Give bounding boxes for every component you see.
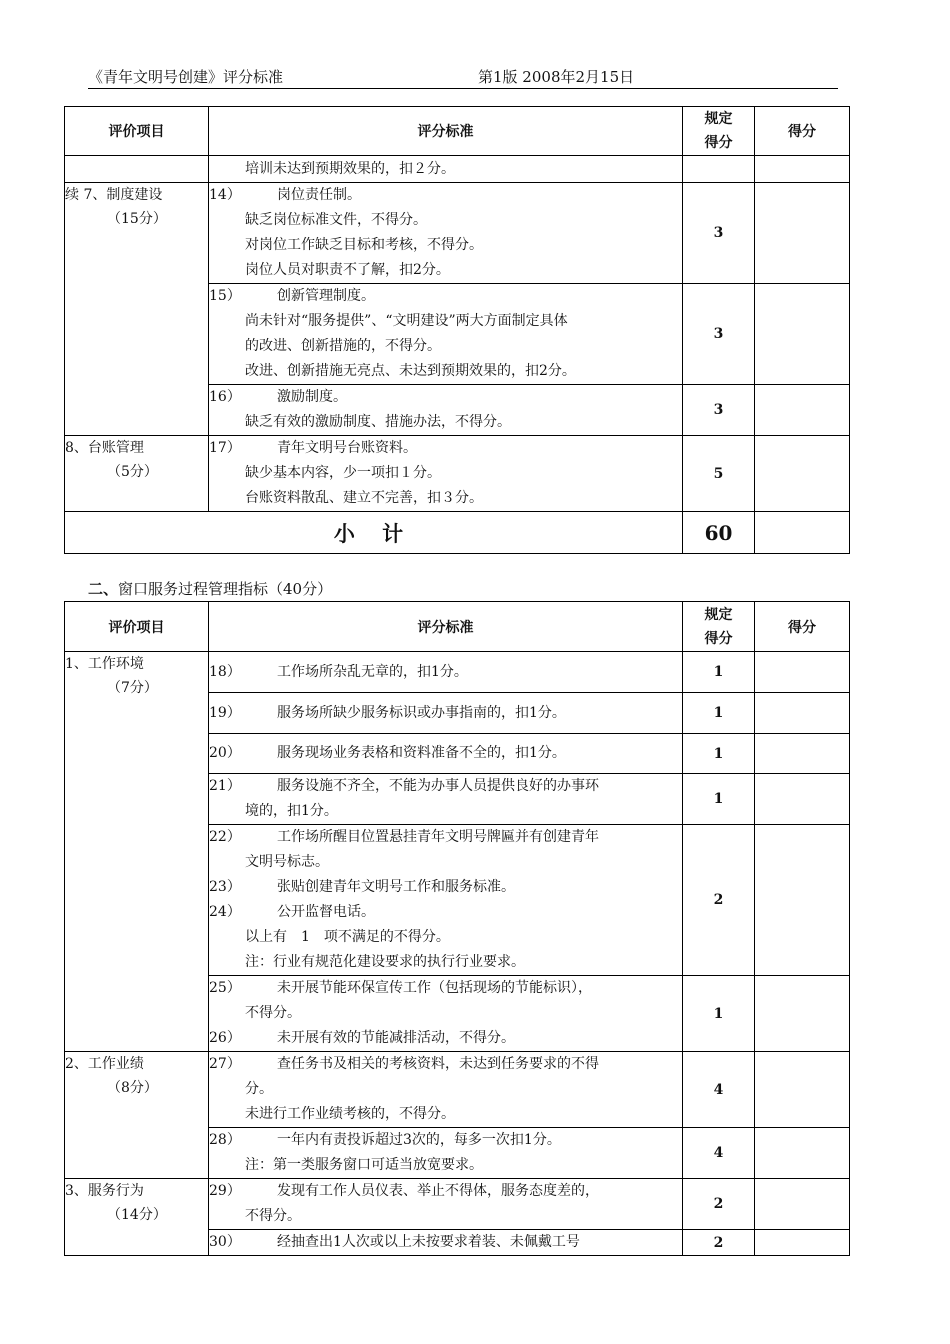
score-cell[interactable]	[755, 183, 850, 284]
points-cell: 1	[683, 693, 755, 734]
points-cell: 2	[683, 825, 755, 976]
table-row	[65, 183, 850, 284]
points-cell: 3	[683, 183, 755, 284]
col-header-criteria: 评分标准	[209, 602, 683, 652]
points-cell: 4	[683, 1052, 755, 1128]
carry-over-text: 培训未达到预期效果的，扣２分。	[245, 161, 455, 177]
table-row	[65, 1052, 850, 1128]
col-header-score: 得分	[755, 602, 850, 652]
criteria-cell: 27） 查任务书及相关的考核资料，未达到任务要求的不得 分。 未进行工作业绩考核的，不得分。	[209, 1052, 683, 1128]
criteria-table-1	[64, 106, 850, 554]
criteria-cell: 28） 一年内有责投诉超过3次的，每多一次扣1分。 注：第一类服务窗口可适当放宽要求。	[209, 1128, 683, 1179]
points-cell: 1	[683, 774, 755, 825]
subtotal-row	[65, 512, 850, 554]
score-cell[interactable]	[755, 284, 850, 385]
page-header	[88, 64, 838, 89]
points-cell: 5	[683, 436, 755, 512]
criteria-cell: 15） 创新管理制度。 尚未针对“服务提供”、“文明建设”两大方面制定具体 的改进、创新措施的，不得分。 改进、创新措施无亮点、未达到预期效果的，扣2分。	[209, 284, 683, 385]
score-cell[interactable]	[755, 976, 850, 1052]
section-heading: 二、窗口服务过程管理指标（40分）	[88, 580, 333, 598]
score-cell[interactable]	[755, 1179, 850, 1230]
col-header-criteria: 评分标准	[209, 107, 683, 156]
criteria-cell: 16） 激励制度。 缺乏有效的激励制度、措施办法，不得分。	[209, 385, 683, 436]
table-header-row	[65, 107, 850, 156]
criteria-cell: 14） 岗位责任制。 缺乏岗位标准文件，不得分。 对岗位工作缺乏目标和考核，不得分。 岗位人员对职责不了解，扣2分。	[209, 183, 683, 284]
score-cell[interactable]	[755, 385, 850, 436]
criteria-cell: 22） 工作场所醒目位置悬挂青年文明号牌匾并有创建青年 文明号标志。 23） 张贴创建青年文明号工作和服务标准。 24） 公开监督电话。 以上有 1 项不满足的不得分。 注：行业有规范化建设要求的执行行业要求。	[209, 825, 683, 976]
category-name: 2、工作业绩	[65, 1056, 144, 1072]
category-name: 3、服务行为	[65, 1183, 144, 1199]
score-cell[interactable]	[755, 693, 850, 734]
subtotal-label: 小 计	[65, 512, 683, 554]
col-header-item: 评价项目	[65, 107, 209, 156]
points-cell: 1	[683, 652, 755, 693]
score-cell[interactable]	[755, 1128, 850, 1179]
document-title: 《青年文明号创建》评分标准	[88, 68, 284, 86]
table-row	[65, 1179, 850, 1230]
subtotal-value: 60	[683, 512, 755, 554]
table-row	[65, 652, 850, 693]
criteria-cell: 17） 青年文明号台账资料。 缺少基本内容，少一项扣１分。 台账资料散乱、建立不完善，扣３分。	[209, 436, 683, 512]
category-points: （8分）	[107, 1080, 158, 1096]
table-row	[65, 156, 850, 183]
points-cell: 3	[683, 284, 755, 385]
points-cell: 4	[683, 1128, 755, 1179]
criteria-cell: 25） 未开展节能环保宣传工作（包括现场的节能标识）， 不得分。 26） 未开展有效的节能减排活动，不得分。	[209, 976, 683, 1052]
category-name: 8、台账管理	[65, 440, 144, 456]
category-points: （15分）	[107, 211, 167, 227]
category-name: 续 7、制度建设	[65, 187, 163, 203]
category-points: （14分）	[107, 1207, 167, 1223]
score-cell[interactable]	[755, 774, 850, 825]
col-header-item: 评价项目	[65, 602, 209, 652]
score-cell[interactable]	[755, 734, 850, 774]
col-header-points: 规定 得分	[683, 107, 755, 156]
category-cell	[65, 436, 209, 512]
criteria-cell: 29） 发现有工作人员仪表、举止不得体，服务态度差的， 不得分。	[209, 1179, 683, 1230]
category-name: 1、工作环境	[65, 656, 144, 672]
criteria-cell: 21） 服务设施不齐全，不能为办事人员提供良好的办事环 境的，扣1分。	[209, 774, 683, 825]
score-cell[interactable]	[755, 1052, 850, 1128]
category-points: （7分）	[107, 680, 158, 696]
table-header-row	[65, 602, 850, 652]
category-cell	[65, 652, 209, 1052]
table-row	[65, 436, 850, 512]
score-cell[interactable]	[755, 1230, 850, 1256]
score-cell[interactable]	[755, 652, 850, 693]
score-cell[interactable]	[755, 156, 850, 183]
criteria-cell: 18） 工作场所杂乱无章的，扣1分。	[209, 652, 683, 693]
criteria-table-2	[64, 601, 850, 1256]
category-cell	[65, 1179, 209, 1256]
points-cell: 1	[683, 976, 755, 1052]
points-cell: 2	[683, 1230, 755, 1256]
points-cell: 2	[683, 1179, 755, 1230]
points-cell: 1	[683, 734, 755, 774]
points-cell: 3	[683, 385, 755, 436]
criteria-cell: 19） 服务场所缺少服务标识或办事指南的，扣1分。	[209, 693, 683, 734]
score-cell[interactable]	[755, 436, 850, 512]
criteria-cell: 30） 经抽查出1人次或以上未按要求着装、未佩戴工号	[209, 1230, 683, 1256]
document-version-date: 第1版 2008年2月15日	[478, 68, 635, 86]
category-cell	[65, 1052, 209, 1179]
category-points: （5分）	[107, 464, 158, 480]
criteria-cell: 20） 服务现场业务表格和资料准备不全的，扣1分。	[209, 734, 683, 774]
col-header-points: 规定 得分	[683, 602, 755, 652]
col-header-score: 得分	[755, 107, 850, 156]
score-cell[interactable]	[755, 825, 850, 976]
score-cell[interactable]	[755, 512, 850, 554]
category-cell	[65, 183, 209, 436]
